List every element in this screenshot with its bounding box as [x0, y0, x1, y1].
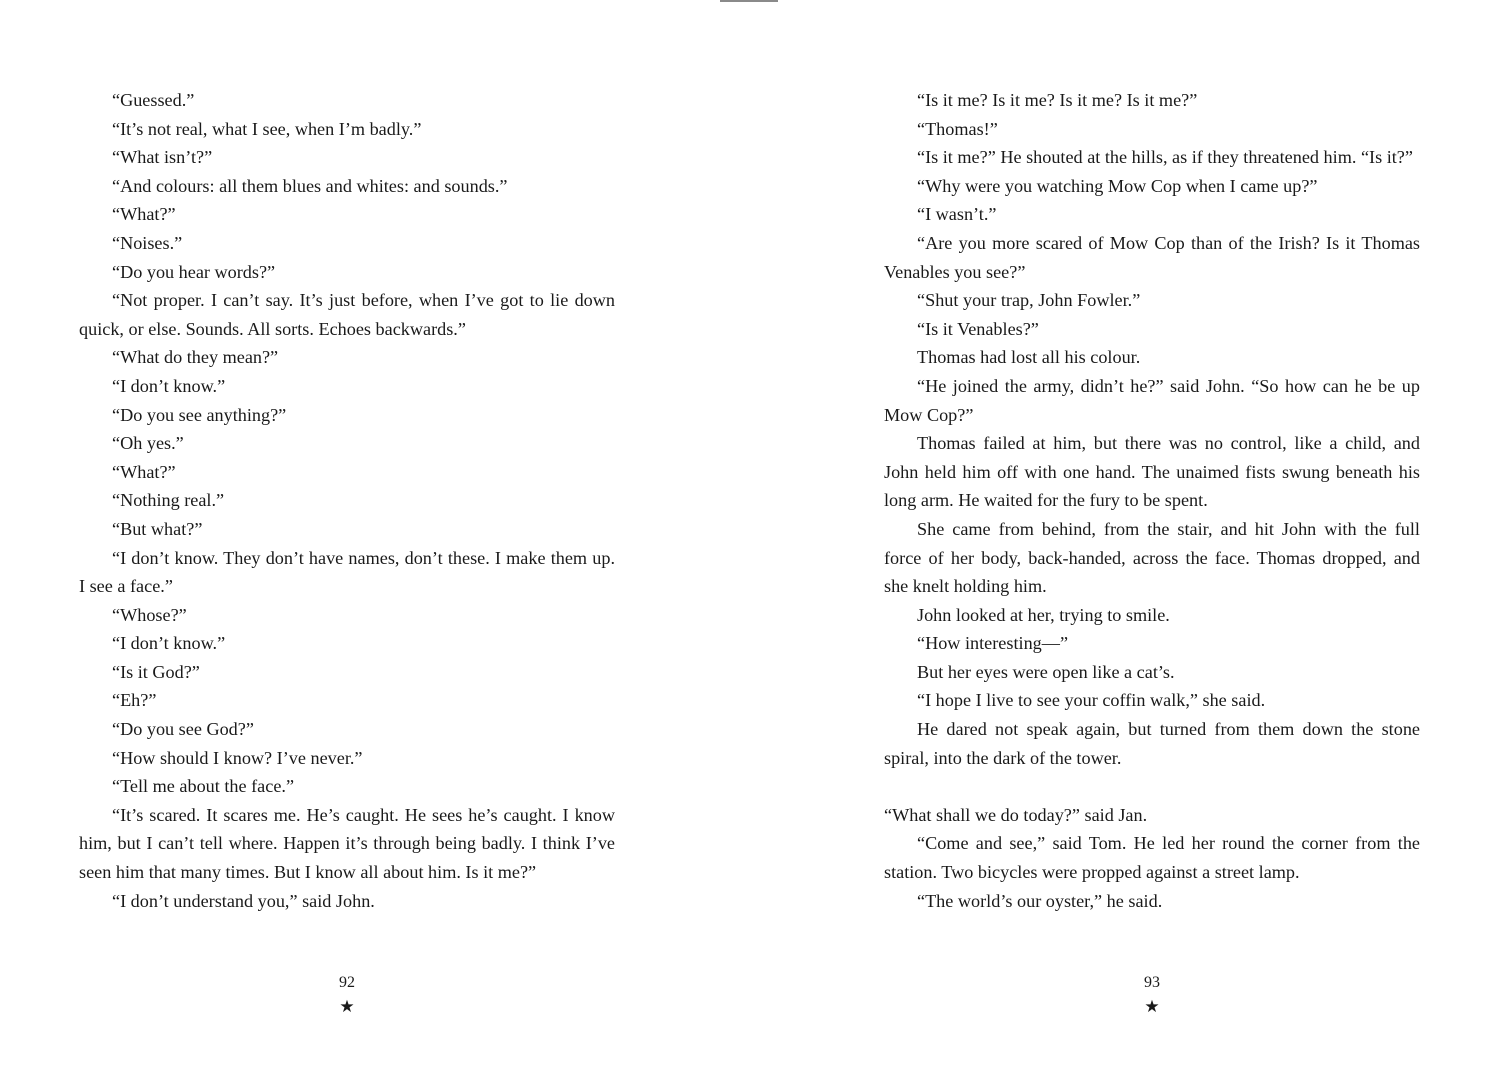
paragraph: “How interesting—”	[917, 633, 1069, 654]
paragraph: “Noises.”	[112, 232, 183, 253]
page-number-left: 92	[339, 974, 355, 991]
page-number-right: 93	[1144, 974, 1160, 991]
right-page-text	[884, 86, 1420, 915]
paragraph: “Whose?”	[112, 604, 187, 625]
paragraph: “It’s not real, what I see, when I’m badly.”	[112, 118, 422, 139]
star-ornament-right-icon: ★	[1144, 997, 1160, 1017]
paragraph: “What isn’t?”	[112, 147, 213, 168]
paragraph: “I don’t understand you,” said John.	[112, 890, 375, 911]
paragraph: “Is it me?” He shouted at the hills, as if they threatened him. “Is it?”	[917, 147, 1413, 168]
paragraph: “Not proper. I can’t say. It’s just before, when I’ve got to lie down quick, or else. Sounds. All sorts. Echoes backwards.”	[79, 290, 615, 339]
paragraph: “Do you see anything?”	[112, 404, 287, 425]
paragraph: “Oh yes.”	[112, 433, 184, 454]
paragraph: She came from behind, from the stair, and hit John with the full force of her body, back-handed, across the face. Thomas dropped, and she knelt holding him.	[884, 518, 1420, 597]
paragraph: “I don’t know. They don’t have names, don’t these. I make them up. I see a face.”	[79, 547, 615, 597]
paragraph: “Guessed.”	[112, 90, 195, 110]
paragraph: “Eh?”	[112, 690, 157, 711]
paragraph: He dared not speak again, but turned from them down the stone spiral, into the dark of the tower.	[884, 719, 1420, 768]
paragraph: “Thomas!”	[917, 118, 998, 139]
star-ornament-left-icon: ★	[339, 997, 355, 1017]
paragraph: “I don’t know.”	[112, 633, 226, 654]
paragraph: “I hope I live to see your coffin walk,” she said.	[917, 690, 1266, 711]
paragraph: “Why were you watching Mow Cop when I came up?”	[917, 175, 1318, 196]
paragraph: “But what?”	[112, 518, 203, 539]
left-page-text	[79, 86, 615, 915]
paragraph: “Shut your trap, John Fowler.”	[917, 290, 1141, 311]
paragraph: John looked at her, trying to smile.	[917, 604, 1170, 625]
paragraph: Thomas failed at him, but there was no control, like a child, and John held him off with one hand. The unaimed fists swung beneath his long arm. He waited for the fury to be spent.	[884, 433, 1420, 511]
paragraph: “Tell me about the face.”	[112, 776, 295, 797]
paragraph: “Do you hear words?”	[112, 261, 276, 282]
paragraph: “What?”	[112, 461, 176, 482]
paragraph: “And colours: all them blues and whites: and sounds.”	[112, 175, 508, 196]
paragraph: But her eyes were open like a cat’s.	[917, 661, 1175, 682]
paragraph: “Do you see God?”	[112, 719, 254, 740]
paragraph: “Is it God?”	[112, 661, 200, 682]
paragraph: Thomas had lost all his colour.	[917, 347, 1141, 368]
paragraph: “I don’t know.”	[112, 375, 226, 396]
paragraph: “Come and see,” said Tom. He led her round the corner from the station. Two bicycles were propped against a street lamp.	[884, 833, 1420, 883]
paragraph: “Is it me? Is it me? Is it me? Is it me?”	[917, 90, 1198, 110]
paragraph: “What do they mean?”	[112, 347, 279, 368]
paragraph: “Is it Venables?”	[917, 318, 1039, 339]
section-break	[884, 772, 1420, 801]
paragraph: “What?”	[112, 204, 176, 225]
paragraph: “What shall we do today?” said Jan.	[884, 804, 1148, 825]
paragraph: “He joined the army, didn’t he?” said John. “So how can he be up Mow Cop?”	[884, 375, 1420, 425]
paragraph: “It’s scared. It scares me. He’s caught. He sees he’s caught. I know him, but I can’t tell where. Happen it’s through being badly. I think I’ve seen him that many times. But I know all about him. Is it me?”	[79, 804, 615, 883]
paragraph: “Are you more scared of Mow Cop than of the Irish? Is it Thomas Venables you see?”	[884, 232, 1420, 282]
top-tab-marker	[720, 0, 778, 2]
paragraph: “I wasn’t.”	[917, 204, 997, 225]
paragraph: “Nothing real.”	[112, 490, 225, 511]
paragraph: “The world’s our oyster,” he said.	[917, 890, 1163, 911]
paragraph: “How should I know? I’ve never.”	[112, 747, 363, 768]
